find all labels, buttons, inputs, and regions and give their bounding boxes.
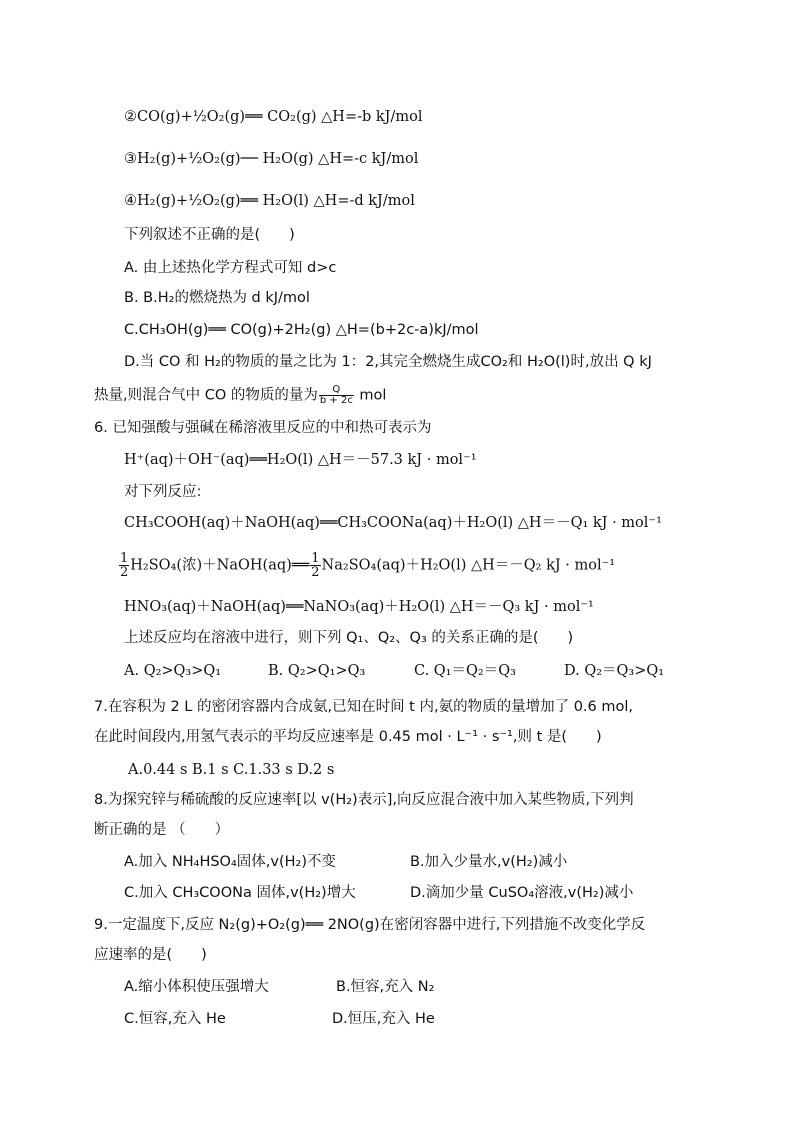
q5-option-d-fraction bbox=[319, 385, 354, 406]
fraction-numerator: 1 bbox=[311, 551, 320, 566]
fraction-denominator: 2 bbox=[311, 565, 320, 580]
q9-option-b: B.恒容,充入 N₂ bbox=[336, 979, 435, 995]
q5-option-d-line1: D.当 CO 和 H₂的物质的量之比为 1：2,其完全燃烧生成CO₂和 H₂O(l)时,放出 Q kJ bbox=[124, 354, 652, 370]
q5-option-d-unit: mol bbox=[354, 387, 387, 404]
q8-line1: 8.为探究锌与稀硫酸的反应速率[以 v(H₂)表示],向反应混合液中加入某些物质,下列判 bbox=[94, 792, 634, 808]
q5-option-c: C.CH₃OH(g)══ CO(g)+2H₂(g) △H=(b+2c-a)kJ/mol bbox=[124, 322, 479, 338]
q8-option-a: A.加入 NH₄HSO₄固体,v(H₂)不变 bbox=[124, 854, 336, 870]
fraction-denominator: b + 2c bbox=[319, 395, 353, 406]
q5-question: 下列叙述不正确的是( ) bbox=[124, 227, 295, 243]
q8-option-d: D.滴加少量 CuSO₄溶液,v(H₂)减小 bbox=[410, 885, 634, 901]
q6-subheading: 对下列反应: bbox=[124, 484, 202, 500]
q6-equation-0: H⁺(aq)＋OH⁻(aq)══H₂O(l) △H＝－57.3 kJ · mol⁻¹ bbox=[124, 452, 477, 468]
q5-equation-4: ④H₂(g)+½O₂(g)══ H₂O(l) △H=-d kJ/mol bbox=[124, 193, 415, 209]
q5-equation-3: ③H₂(g)+½O₂(g)── H₂O(g) △H=-c kJ/mol bbox=[124, 151, 419, 167]
q6-option-d: D. Q₂＝Q₃>Q₁ bbox=[564, 663, 665, 679]
q6-equation-3: HNO₃(aq)＋NaOH(aq)══NaNO₃(aq)＋H₂O(l) △H＝－Q₃ kJ · mol⁻¹ bbox=[124, 599, 594, 615]
q6-option-c: C. Q₁＝Q₂＝Q₃ bbox=[414, 663, 516, 679]
q6-equation-2-right: Na₂SO₄(aq)＋H₂O(l) △H＝－Q₂ kJ · mol⁻¹ bbox=[321, 557, 616, 574]
q5-option-d-text: 热量,则混合气中 CO 的物质的量为 bbox=[94, 387, 318, 404]
q7-line1: 7.在容积为 2 L 的密闭容器内合成氨,已知在时间 t 内,氨的物质的量增加了 0.6 mol, bbox=[94, 699, 633, 715]
q6-option-a: A. Q₂>Q₃>Q₁ bbox=[124, 663, 222, 679]
q9-line1: 9.一定温度下,反应 N₂(g)+O₂(g)══ 2NO(g)在密闭容器中进行,下列措施不改变化学反 bbox=[94, 917, 646, 933]
q5-option-d-line2 bbox=[94, 385, 386, 406]
q8-line2: 断正确的是 （ ） bbox=[94, 822, 230, 838]
q7-line2: 在此时间段内,用氢气表示的平均反应速率是 0.45 mol · L⁻¹ · s⁻¹,则 t 是( ) bbox=[94, 729, 602, 745]
q9-line2: 应速率的是( ) bbox=[94, 947, 207, 963]
q9-option-d: D.恒压,充入 He bbox=[332, 1011, 435, 1027]
q6-option-b: B. Q₂>Q₁>Q₃ bbox=[268, 663, 366, 679]
fraction-numerator: Q bbox=[319, 385, 354, 396]
half-fraction bbox=[119, 552, 129, 579]
q6-equation-2 bbox=[118, 552, 615, 579]
q7-options: A.0.44 s B.1 s C.1.33 s D.2 s bbox=[128, 762, 335, 778]
fraction-numerator: 1 bbox=[120, 551, 129, 566]
fraction-denominator: 2 bbox=[120, 565, 129, 580]
q6-intro: 6. 已知强酸与强碱在稀溶液里反应的中和热可表示为 bbox=[94, 420, 432, 436]
q9-option-c: C.恒容,充入 He bbox=[124, 1011, 226, 1027]
q6-equation-2-left: H₂SO₄(浓)＋NaOH(aq)══ bbox=[130, 557, 310, 574]
q5-option-b: B. B.H₂的燃烧热为 d kJ/mol bbox=[124, 290, 310, 306]
q9-option-a: A.缩小体积使压强增大 bbox=[124, 979, 269, 995]
q5-option-a: A. 由上述热化学方程式可知 d>c bbox=[124, 260, 337, 276]
q8-option-c: C.加入 CH₃COONa 固体,v(H₂)增大 bbox=[124, 885, 356, 901]
q5-equation-2: ②CO(g)+½O₂(g)══ CO₂(g) △H=-b kJ/mol bbox=[124, 109, 423, 125]
q6-equation-1: CH₃COOH(aq)＋NaOH(aq)══CH₃COONa(aq)＋H₂O(l) △H＝－Q₁ kJ · mol⁻¹ bbox=[124, 515, 662, 531]
q6-question: 上述反应均在溶液中进行，则下列 Q₁、Q₂、Q₃ 的关系正确的是( ) bbox=[124, 630, 574, 646]
q8-option-b: B.加入少量水,v(H₂)减小 bbox=[410, 854, 568, 870]
half-fraction bbox=[310, 552, 320, 579]
